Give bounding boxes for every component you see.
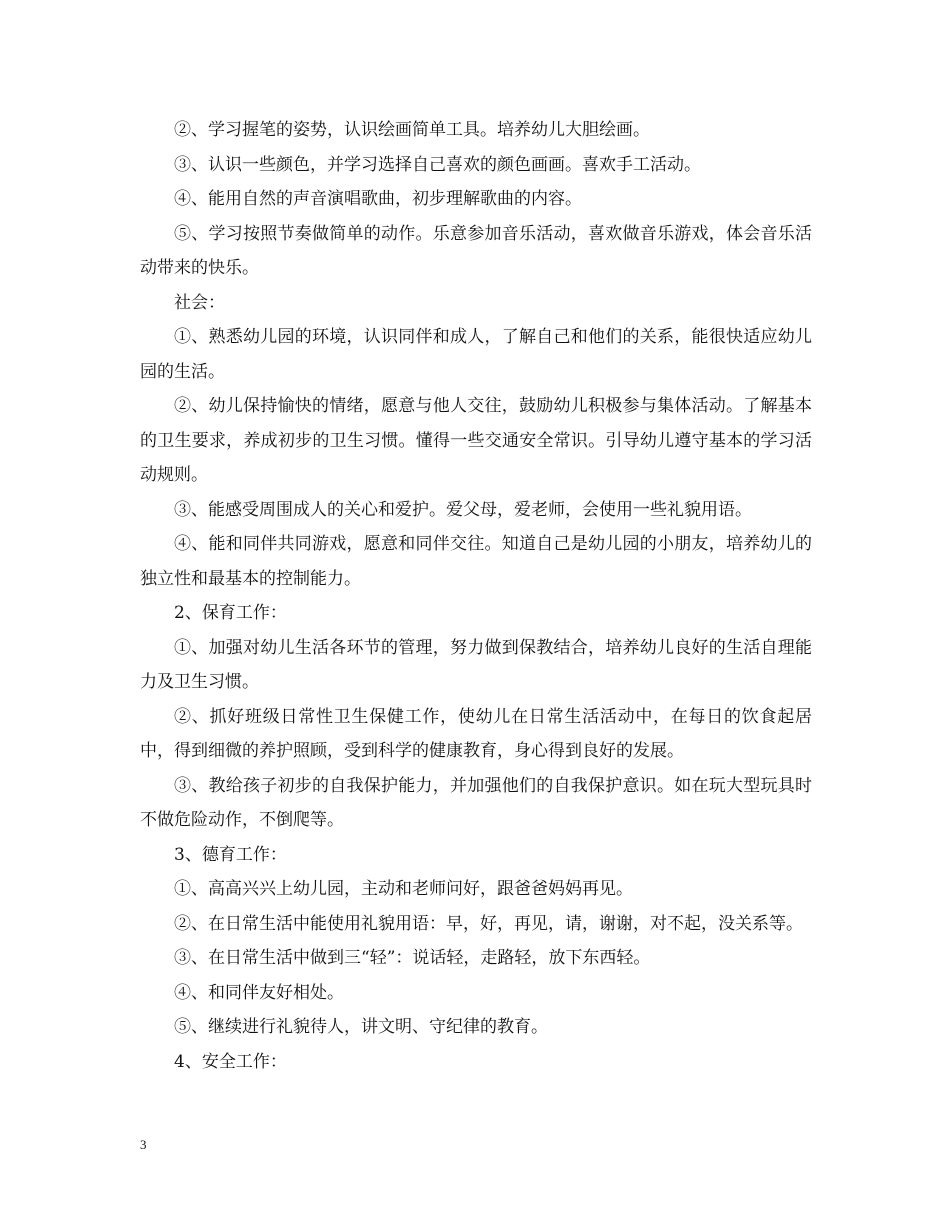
section-heading-social: 社会： <box>174 292 225 313</box>
document-body <box>140 113 812 1079</box>
paragraph-moral-1: ①、高高兴兴上幼儿园，主动和老师问好，跟爸爸妈妈再见。 <box>174 879 633 899</box>
paragraph-art-4: ④、能用自然的声音演唱歌曲，初步理解歌曲的内容。 <box>174 189 582 209</box>
paragraph-moral-4: ④、和同伴友好相处。 <box>174 982 344 1003</box>
section-heading-safety: 4、安全工作： <box>174 1051 287 1072</box>
paragraph-moral-2: ②、在日常生活中能使用礼貌用语：早，好，再见，请，谢谢，对不起，没关系等。 <box>174 913 803 934</box>
paragraph-social-4: ④、能和同伴共同游戏，愿意和同伴交往。知道自己是幼儿园的小朋友，培养幼儿的独立性和最基本的控制能力。 <box>140 534 812 589</box>
paragraph-care-1: ①、加强对幼儿生活各环节的管理，努力做到保教结合，培养幼儿良好的生活自理能力及卫生习惯。 <box>140 637 812 692</box>
page-number: 3 <box>140 1137 147 1152</box>
paragraph-art-2: ②、学习握笔的姿势，认识绘画简单工具。培养幼儿大胆绘画。 <box>174 120 650 140</box>
section-heading-care: 2、保育工作： <box>174 603 287 623</box>
paragraph-social-3: ③、能感受周围成人的关心和爱护。爱父母，爱老师，会使用一些礼貌用语。 <box>174 499 752 520</box>
section-heading-moral: 3、德育工作： <box>174 844 287 865</box>
paragraph-art-3: ③、认识一些颜色，并学习选择自己喜欢的颜色画画。喜欢手工活动。 <box>174 154 701 175</box>
paragraph-moral-3: ③、在日常生活中做到三“轻”：说话轻，走路轻，放下东西轻。 <box>174 948 651 968</box>
paragraph-moral-5: ⑤、继续进行礼貌待人，讲文明、守纪律的教育。 <box>174 1017 548 1037</box>
paragraph-social-2: ②、幼儿保持愉快的情绪，愿意与他人交往，鼓励幼儿积极参与集体活动。了解基本的卫生要求，养成初步的卫生习惯。懂得一些交通安全常识。引导幼儿遵守基本的学习活动规则。 <box>140 396 812 485</box>
paragraph-care-2: ②、抓好班级日常性卫生保健工作，使幼儿在日常生活活动中，在每日的饮食起居中，得到细微的养护照顾，受到科学的健康教育，身心得到良好的发展。 <box>140 706 812 761</box>
paragraph-social-1: ①、熟悉幼儿园的环境，认识同伴和成人，了解自己和他们的关系，能很快适应幼儿园的生活。 <box>140 327 812 382</box>
paragraph-care-3: ③、教给孩子初步的自我保护能力，并加强他们的自我保护意识。如在玩大型玩具时不做危险动作，不倒爬等。 <box>140 775 812 830</box>
paragraph-art-5: ⑤、学习按照节奏做简单的动作。乐意参加音乐活动，喜欢做音乐游戏，体会音乐活动带来的快乐。 <box>140 223 812 278</box>
